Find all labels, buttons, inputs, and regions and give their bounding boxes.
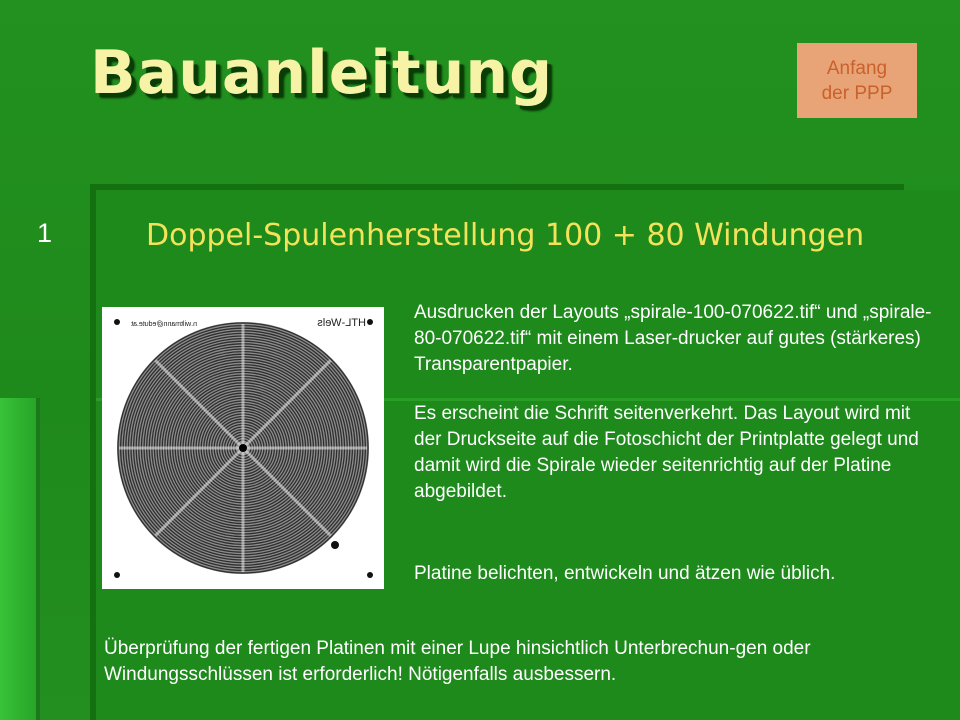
instruction-inspect-boards: Überprüfung der fertigen Platinen mit einer Lupe hinsichtlich Unterbrechun-gen oder Windungsschlüssen ist erforderlich! Nötigenfalls ausbessern. <box>104 638 811 685</box>
mirrored-email-text: n.wiltmann@edute.at <box>131 321 197 328</box>
left-accent-edge <box>36 398 40 720</box>
instruction-expose-etch: Platine belichten, entwickeln und ätzen wie üblich. <box>414 563 836 584</box>
start-presentation-button[interactable] <box>797 43 917 118</box>
spiral-layout-graphic <box>102 307 384 589</box>
instruction-mirrored-text: Es erscheint die Schrift seitenverkehrt. Das Layout wird mit der Druckseite auf die Fotoschicht der Printplatte gelegt und damit wird die Spirale wieder seitenrichtig auf der Platine abgebildet. <box>414 403 919 502</box>
slide-number: 1 <box>37 218 53 248</box>
slide-subtitle: Doppel-Spulenherstellung 100 + 80 Windungen <box>146 218 865 253</box>
spiral-end-pad <box>331 541 339 549</box>
corner-mark-top-right <box>367 319 373 325</box>
mirrored-school-text: HTL-Wels <box>317 317 366 329</box>
corner-mark-top-left <box>114 319 120 325</box>
corner-mark-bottom-right <box>367 572 373 578</box>
slide-title: Bauanleitung <box>90 38 554 108</box>
spiral-layout-image <box>102 307 384 589</box>
start-button-line1: Anfang <box>826 57 888 79</box>
left-accent-strip <box>0 398 36 720</box>
instruction-print-layouts: Ausdrucken der Layouts „spirale-100-070622.tif“ und „spirale-80-070622.tif“ mit einem Laser-drucker auf gutes (stärkeres) Transparentpapier. <box>414 302 932 375</box>
spiral-center-pad <box>239 444 247 452</box>
corner-mark-bottom-left <box>114 572 120 578</box>
start-button-line2: der PPP <box>821 82 893 104</box>
